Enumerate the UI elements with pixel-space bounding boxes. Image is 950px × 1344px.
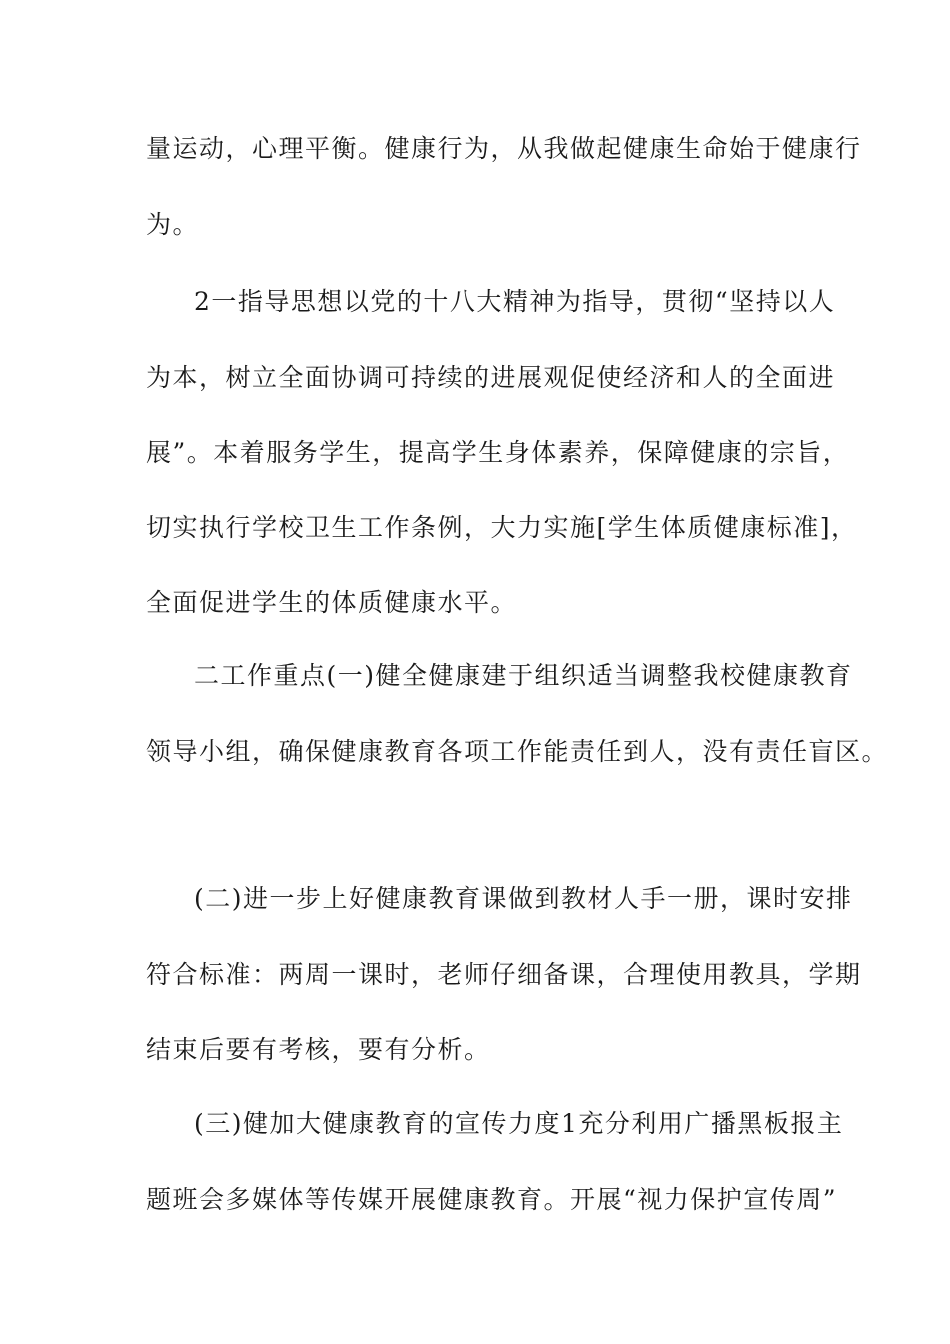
text-line: 领导小组，确保健康教育各项工作能责任到人，没有责任盲区。	[146, 737, 889, 766]
text-line: 二工作重点(一)健全健康建于组织适当调整我校健康教育	[194, 661, 853, 690]
text-line: (三)健加大健康教育的宣传力度1充分利用广播黑板报主	[194, 1109, 844, 1138]
text-line: 符合标准：两周一课时，老师仔细备课，合理使用教具，学期	[146, 960, 862, 989]
text-line: 为本，树立全面协调可持续的进展观促使经济和人的全面进	[146, 363, 836, 392]
text-line: 全面促进学生的体质健康水平。	[146, 588, 518, 617]
text-line: 展”。本着服务学生，提高学生身体素养，保障健康的宗旨，	[146, 438, 850, 467]
text-line: 题班会多媒体等传媒开展健康教育。开展“视力保护宣传周”	[146, 1185, 838, 1214]
text-line: (二)进一步上好健康教育课做到教材人手一册，课时安排	[194, 884, 853, 913]
text-line: 量运动，心理平衡。健康行为，从我做起健康生命始于健康行	[146, 134, 862, 163]
text-line: 为。	[146, 210, 200, 239]
text-line: 2一指导思想以党的十八大精神为指导，贯彻“坚持以人	[194, 287, 836, 316]
text-line: 切实执行学校卫生工作条例，大力实施[学生体质健康标准]，	[146, 513, 858, 542]
text-line: 结束后要有考核，要有分析。	[146, 1035, 491, 1064]
